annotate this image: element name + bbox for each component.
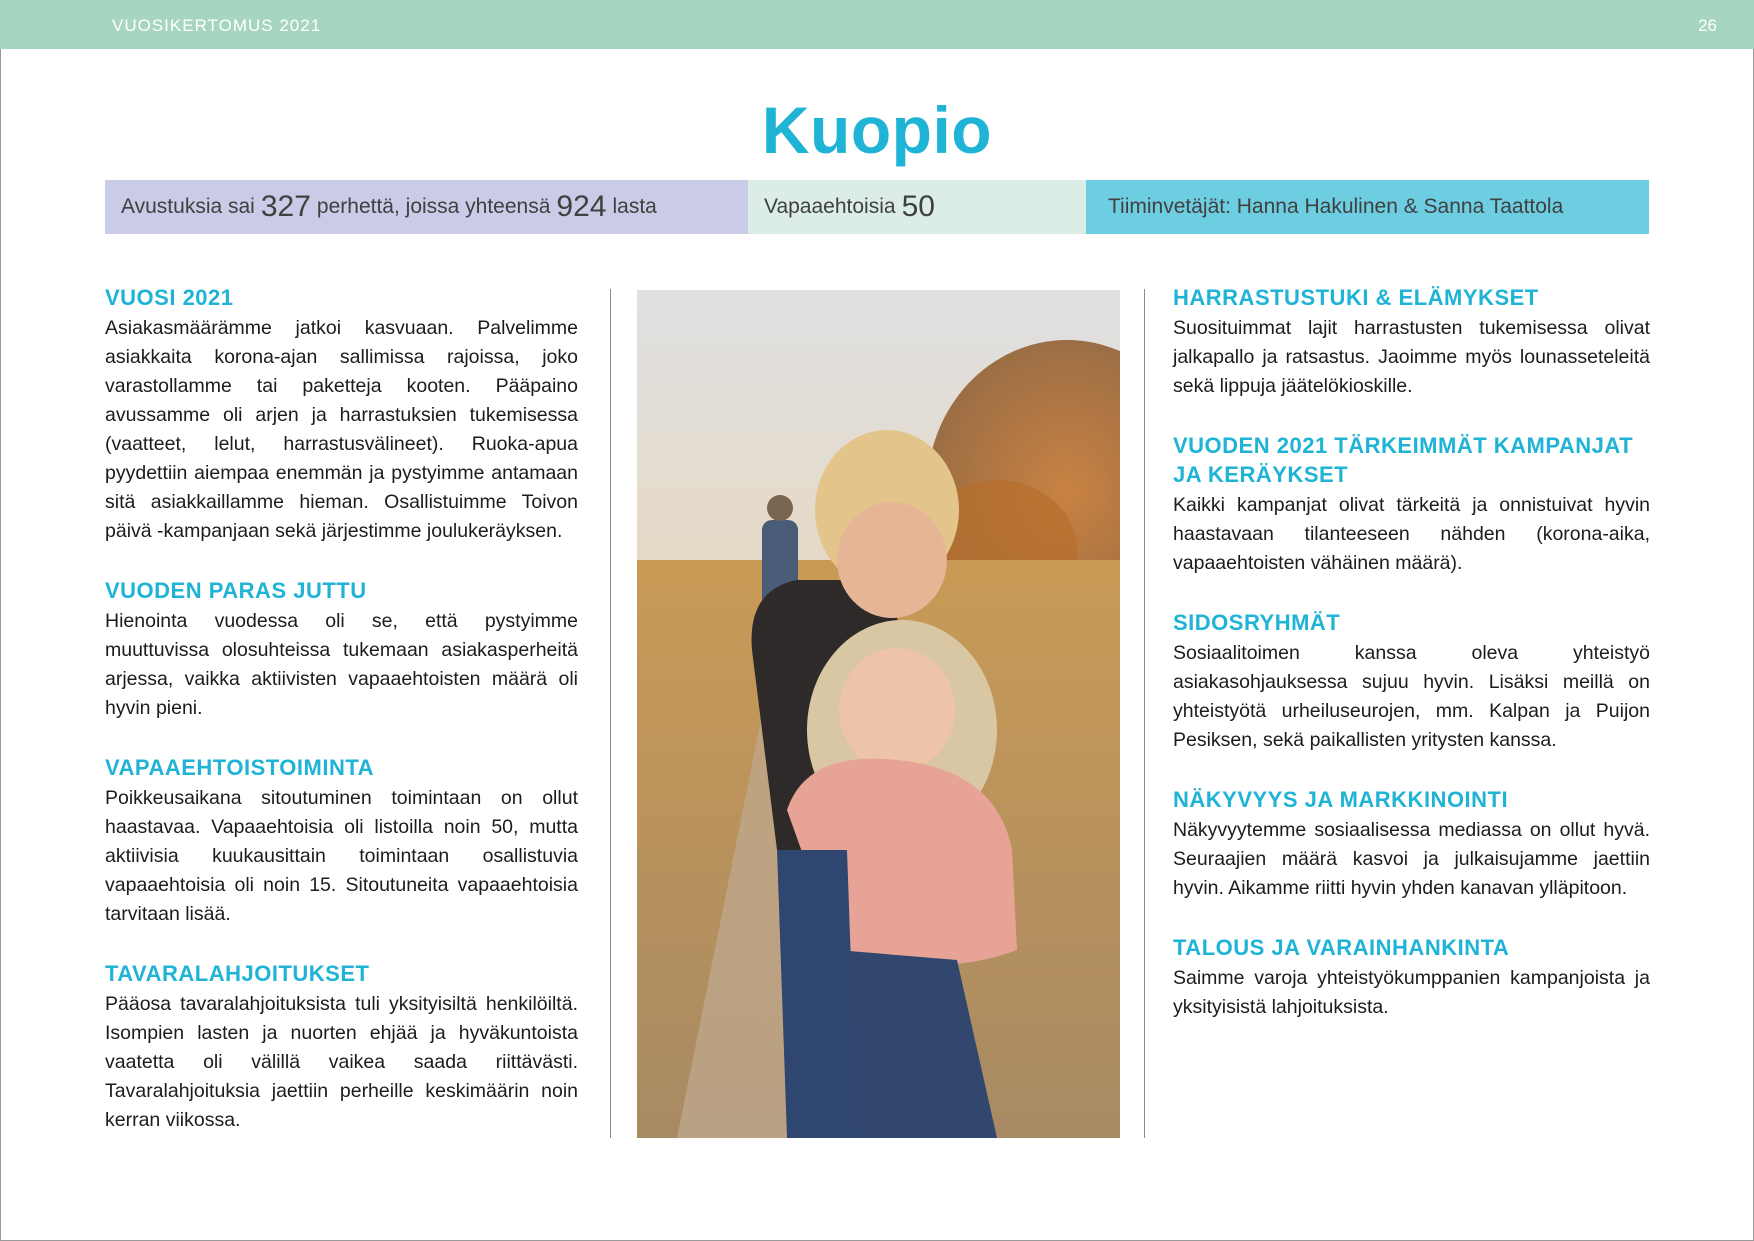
stats-bar: [105, 180, 1649, 234]
stat-volunteers-label: Vapaaehtoisia: [764, 195, 896, 218]
stat-volunteers: [748, 180, 1086, 234]
column-divider-right: [1144, 289, 1145, 1138]
section-campaigns: [1173, 431, 1650, 578]
section-volunteering: [105, 753, 578, 929]
section-heading: TAVARALAHJOITUKSET: [105, 961, 370, 986]
header-band: [0, 0, 1754, 49]
section-year: [105, 283, 578, 546]
stat-volunteers-count: 50: [901, 190, 935, 223]
section-heading: TALOUS JA VARAINHANKINTA: [1173, 935, 1510, 960]
stat-children-post: lasta: [612, 195, 657, 218]
section-finance: [1173, 933, 1650, 1022]
section-body: Sosiaalitoimen kanssa oleva yhteistyö asiakasohjauksessa sujuu hyvin. Lisäksi meillä on yhteistyötä urheiluseurojen, mm. Kalpan ja Puijon Pesiksen, sekä paikallisten yritysten kanssa.: [1173, 642, 1650, 751]
section-visibility: [1173, 785, 1650, 903]
section-body: Näkyvyytemme sosiaalisessa mediassa on ollut hyvä. Seuraajien määrä kasvoi ja julkaisujamme jaettiin hyvin. Aikamme riitti hyvin yhden kanavan ylläpitoon.: [1173, 819, 1650, 899]
children-hugging-photo: [637, 290, 1120, 1138]
section-body: Kaikki kampanjat olivat tärkeitä ja onnistuivat hyvin haastavaan tilanteeseen nähden (korona-aika, vapaaehtoisten vähäinen määrä).: [1173, 494, 1650, 574]
stat-families-pre: Avustuksia sai: [121, 195, 255, 218]
section-heading: VUODEN PARAS JUTTU: [105, 578, 367, 603]
page-title: Kuopio: [761, 93, 993, 167]
report-title: VUOSIKERTOMUS 2021: [112, 16, 322, 35]
section-best-thing: [105, 576, 578, 723]
column-divider-left: [610, 289, 611, 1138]
section-body: Asiakasmäärämme jatkoi kasvuaan. Palvelimme asiakkaita korona-ajan sallimissa rajoissa, joko varastollamme tai paketteja kooten. Pääpaino avussamme oli arjen ja harrastuksien tukemisessa (vaatteet, lelut, harrastusvälineet). Ruoka-apua pyydettiin aiempaa enemmän ja pystyimme antamaan sitä asiakkaillamme hieman. Osallistuimme Toivon päivä -kampanjaan sekä järjestimme joulukeräyksen.: [105, 317, 578, 542]
page-number: 26: [1698, 16, 1717, 35]
section-body: Hienointa vuodessa oli se, että pystyimme muuttuvissa olosuhteissa tukemaan asiakasperheitä arjessa, vaikka aktiivisten vapaaehtoisten määrä oli hyvin pieni.: [105, 610, 578, 719]
section-heading: NÄKYVYYS JA MARKKINOINTI: [1173, 787, 1509, 812]
stat-families-count: 327: [260, 190, 311, 223]
section-stakeholders: [1173, 608, 1650, 755]
section-goods-donations: [105, 959, 578, 1135]
stat-team-leaders: [1086, 180, 1649, 234]
stat-families: [105, 180, 748, 234]
section-body: Suosituimmat lajit harrastusten tukemisessa olivat jalkapallo ja ratsastus. Jaoimme myös lounasseteleitä sekä lippuja jäätelökioskille.: [1173, 317, 1650, 397]
section-heading: VUOSI 2021: [105, 285, 234, 310]
right-column: [1173, 283, 1650, 1052]
section-heading: SIDOSRYHMÄT: [1173, 610, 1341, 635]
stat-team-leaders-text: Tiiminvetäjät: Hanna Hakulinen & Sanna Taattola: [1108, 195, 1564, 218]
stat-families-mid: perhettä, joissa yhteensä: [316, 195, 551, 218]
stat-children-count: 924: [556, 190, 607, 223]
section-heading: VUODEN 2021 TÄRKEIMMÄT KAMPANJAT JA KERÄYKSET: [1173, 433, 1634, 487]
section-heading: HARRASTUSTUKI & ELÄMYKSET: [1173, 285, 1539, 310]
section-body: Poikkeusaikana sitoutuminen toimintaan on ollut haastavaa. Vapaaehtoisia oli listoilla noin 50, mutta aktiivisia kuukausittain toimintaan osallistuvia vapaaehtoisia oli noin 15. Sitoutuneita vapaaehtoisia tarvitaan lisää.: [105, 787, 578, 925]
section-body: Pääosa tavaralahjoituksista tuli yksityisiltä henkilöiltä. Isompien lasten ja nuorten ehjää ja hyväkuntoista vaatetta oli välillä vaikea saada riittävästi. Tavaralahjoituksia jaettiin perheille keskimäärin noin kerran viikossa.: [105, 993, 578, 1131]
section-heading: VAPAAEHTOISTOIMINTA: [105, 755, 375, 780]
section-body: Saimme varoja yhteistyökumppanien kampanjoista ja yksityisistä lahjoituksista.: [1173, 967, 1650, 1018]
section-hobby-support: [1173, 283, 1650, 401]
left-column: [105, 283, 578, 1165]
